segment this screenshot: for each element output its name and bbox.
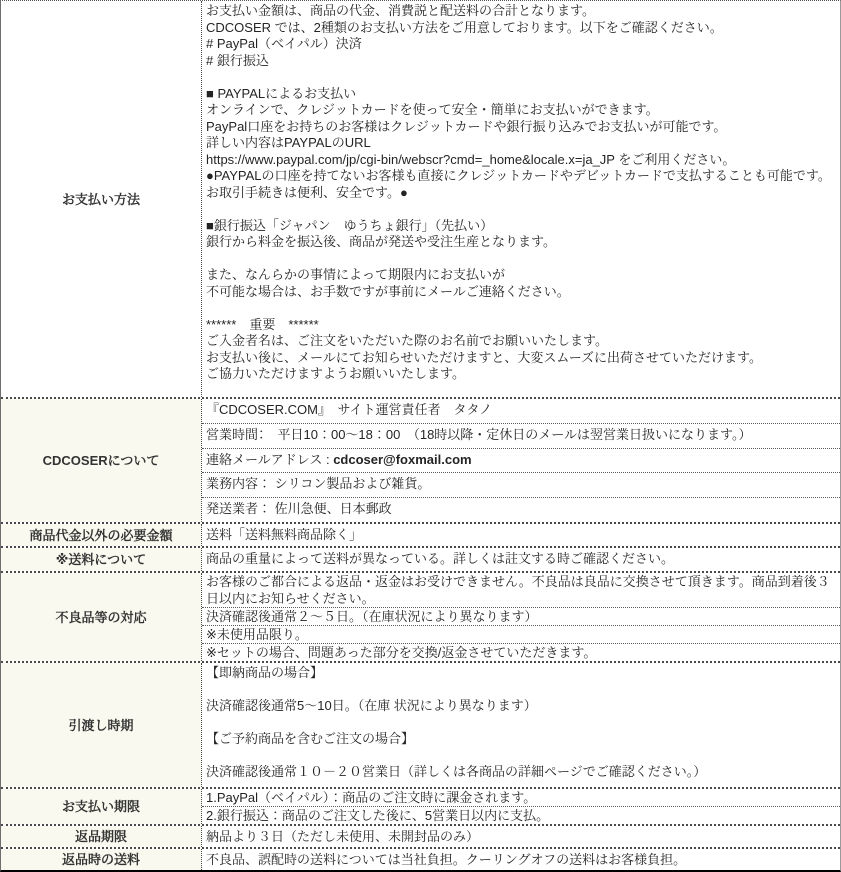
text-line: お支払い後に、メールにてお知らせいただけますと、大変スムーズに出荷させていただけます。 (206, 349, 763, 365)
text-line: お取引手続きは便利、安全です。● (206, 184, 408, 200)
text-line: 決済確認後通常１０－２０営業日（詳しくは各商品の詳細ページでご確認ください。） (206, 764, 707, 779)
sub-row (202, 607, 840, 625)
row-label-payment-method: お支払い方法 (1, 1, 202, 397)
sub-row (202, 789, 840, 806)
sub-row (202, 663, 840, 787)
text-line: ■ PAYPALによるお支払い (206, 85, 357, 101)
text-line: ご入金者名は、ご注文をいただいた際のお名前でお願いいたします。 (206, 333, 608, 348)
row-label-return-deadline: 返品期限 (1, 826, 202, 847)
text-line: 発送業者： 佐川急便、日本郵政 (206, 501, 392, 517)
text-line: # PayPal（ベイパル）決済 (206, 36, 362, 51)
text-line: お支払い金額は、商品の代金、消費説と配送料の合計となります。 (206, 3, 595, 18)
row-content-delivery-time (202, 663, 840, 787)
row-defective-items (1, 571, 840, 661)
text-line (206, 451, 836, 468)
text-line: CDCOSER では、2種類のお支払い方法をご用意しております。以下をご確認ください。 (206, 19, 723, 35)
sub-row (202, 497, 840, 522)
blank-line (206, 715, 836, 732)
row-delivery-time (1, 661, 840, 787)
row-label-about-cdcoser: CDCOSERについて (1, 399, 202, 522)
text-line: 送料「送料無料商品除く」 (206, 527, 363, 542)
sub-row (202, 524, 840, 546)
text-line: ****** 重要 ****** (206, 316, 319, 332)
blank-line (206, 69, 836, 86)
text-part: 連絡メールアドレス : (206, 451, 334, 467)
text-line: 詳しい内容はPAYPALのURL (206, 135, 371, 150)
text-line: 営業時間： 平日10：00～18：00 （18時以降・定休日のメールは翌営業日扱いになります。） (206, 426, 752, 442)
row-return-shipping (1, 847, 840, 870)
row-label-payment-deadline: お支払い期限 (1, 789, 202, 824)
row-content-payment-deadline (202, 789, 840, 824)
text-line: オンラインで、クレジットカードを使って安全・簡単にお支払いができます。 (206, 102, 659, 117)
text-line: 不可能な場合は、お手数ですが事前にメールご連絡ください。 (206, 283, 570, 299)
text-line: ご協力いただけますようお願いいたします。 (206, 366, 465, 381)
sub-row (202, 806, 840, 824)
text-line: また、なんらかの事情によって期限内にお支払いが (206, 267, 506, 282)
text-line: ※未使用品限り。 (206, 627, 308, 642)
text-line: ■銀行振込「ジャパン ゆうちょ銀行」（先払い） (206, 217, 494, 233)
row-extra-fees (1, 522, 840, 546)
text-line: 決済確認後通常5～10日。（在庫 状況により異なります） (206, 698, 537, 713)
sub-row (202, 548, 840, 571)
text-line: 1.PayPal（ベイパル）：商品のご注文時に課金されます。 (206, 790, 537, 805)
text-line: 業務内容： シリコン製品および雑貨。 (206, 476, 431, 492)
blank-line (206, 300, 836, 317)
row-content-extra-fees (202, 524, 840, 546)
sub-row (202, 849, 840, 870)
row-content-return-deadline (202, 826, 840, 847)
text-line: 【即納商品の場合】 (206, 665, 324, 680)
row-content-payment-method (202, 1, 840, 397)
row-content-defective-items (202, 573, 840, 661)
blank-line (206, 682, 836, 699)
text-line: 納品より３日（ただし未使用、未開封品のみ） (206, 829, 480, 844)
sub-row (202, 399, 840, 423)
row-content-about-cdcoser (202, 399, 840, 522)
blank-line (206, 201, 836, 218)
sub-row (202, 472, 840, 497)
text-line: 2.銀行振込：商品のご注文した後に、5営業日以内に支払。 (206, 808, 550, 823)
row-return-deadline (1, 824, 840, 847)
text-line: 『CDCOSER.COM』 サイト運営責任者 タタノ (206, 402, 493, 417)
text-line: お客様のご都合による返品・返金はお受けできません。不良品は良品に交換させて頂きます。商品到着後３日以内にお知らせください。 (206, 574, 830, 606)
sub-row (202, 643, 840, 661)
row-content-return-shipping (202, 849, 840, 870)
sub-row (202, 448, 840, 473)
text-line: # 銀行振込 (206, 52, 269, 68)
text-line: 銀行から料金を振込後、商品が発送や受注生産となります。 (206, 234, 556, 249)
row-content-shipping-note (202, 548, 840, 571)
row-label-extra-fees: 商品代金以外の必要金額 (1, 524, 202, 546)
sub-row (202, 423, 840, 448)
text-line: ●PAYPALの口座を持てないお客様も直接にクレジットカードやデビットカードで支払することも可能です。 (206, 168, 831, 183)
text-line: 不良品、誤配時の送料については当社負担。クーリングオフの送料はお客様負担。 (206, 852, 687, 867)
text-line: https://www.paypal.com/jp/cgi-bin/webscr?cmd=_home&locale.x=ja_JP をご利用ください。 (206, 151, 736, 167)
row-about-cdcoser (1, 397, 840, 522)
row-shipping-note (1, 546, 840, 571)
row-label-return-shipping: 返品時の送料 (1, 849, 202, 870)
row-label-defective-items: 不良品等の対応 (1, 573, 202, 661)
row-payment-deadline (1, 787, 840, 824)
row-label-shipping-note: ※送料について (1, 548, 202, 571)
email-address: cdcoser@foxmail.com (333, 451, 472, 467)
text-line: 商品の重量によって送料が異なっている。詳しくは註文する時ご確認ください。 (206, 551, 675, 566)
text-line: PayPal口座をお持ちのお客様はクレジットカードや銀行振り込みでお支払いが可能です。 (206, 118, 727, 134)
text-line: 【ご予約商品を含むご注文の場合】 (206, 731, 415, 746)
blank-line (206, 748, 836, 765)
text-line: 決済確認後通常２～５日。（在庫状況により異なります） (206, 609, 538, 624)
row-payment-method (1, 1, 840, 397)
sub-row (202, 625, 840, 643)
sub-row (202, 826, 840, 847)
sub-row (202, 573, 840, 607)
text-line: ※セットの場合、問題あった部分を交換/返金させていただきます。 (206, 645, 597, 660)
blank-line (206, 251, 836, 268)
sub-row (202, 1, 840, 397)
row-label-delivery-time: 引渡し時期 (1, 663, 202, 787)
